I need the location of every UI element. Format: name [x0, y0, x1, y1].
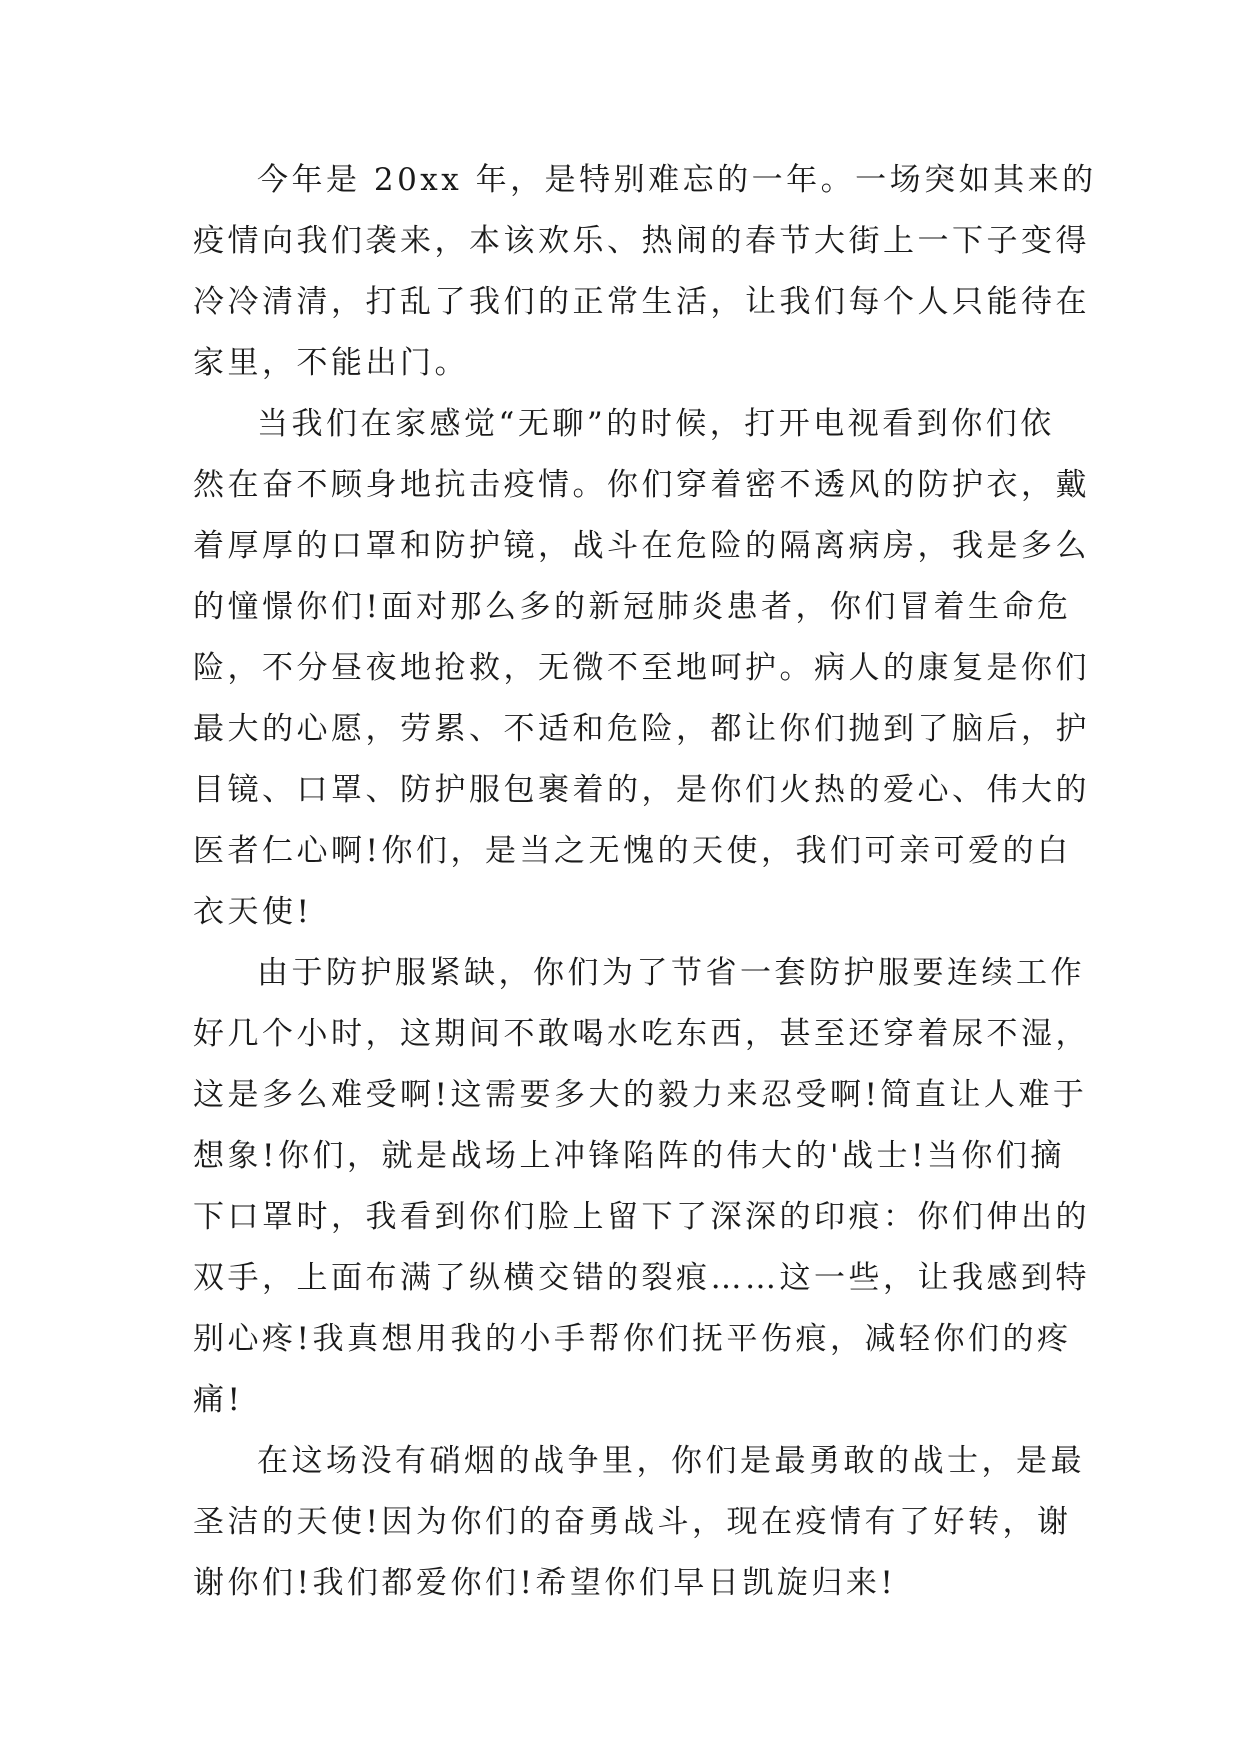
text-line: 痛!: [193, 1382, 244, 1418]
text-line: 想象!你们，就是战场上冲锋陷阵的伟大的'战士!当你们摘: [193, 1138, 1065, 1174]
text-line: 最大的心愿，劳累、不适和危险，都让你们抛到了脑后，护: [193, 711, 1090, 747]
text-line: 着厚厚的口罩和防护镜，战斗在危险的隔离病房，我是多么: [193, 528, 1090, 564]
text-line: 衣天使!: [193, 894, 313, 930]
text-line: 险，不分昼夜地抢救，无微不至地呵护。病人的康复是你们: [193, 650, 1090, 686]
text-line: 圣洁的天使!因为你们的奋勇战斗，现在疫情有了好转，谢: [193, 1504, 1072, 1540]
text-line: 今年是 20xx 年，是特别难忘的一年。一场突如其来的: [257, 162, 1097, 198]
text-line: 目镜、口罩、防护服包裹着的，是你们火热的爱心、伟大的: [193, 772, 1090, 808]
text-line: 医者仁心啊!你们，是当之无愧的天使，我们可亲可爱的白: [193, 833, 1072, 869]
text-line: 由于防护服紧缺，你们为了节省一套防护服要连续工作: [257, 955, 1085, 991]
paragraph-2: [193, 394, 1090, 943]
text-line: 这是多么难受啊!这需要多大的毅力来忍受啊!简直让人难于: [193, 1077, 1088, 1113]
text-line: 的憧憬你们!面对那么多的新冠肺炎患者，你们冒着生命危: [193, 589, 1072, 625]
text-line: 然在奋不顾身地抗击疫情。你们穿着密不透风的防护衣，戴: [193, 467, 1090, 503]
text-line: 下口罩时，我看到你们脸上留下了深深的印痕：你们伸出的: [193, 1199, 1090, 1235]
text-line: 好几个小时，这期间不敢喝水吃东西，甚至还穿着尿不湿，: [193, 1016, 1090, 1052]
document-body: [193, 150, 1097, 1614]
paragraph-4: [193, 1431, 1085, 1614]
text-line: 疫情向我们袭来，本该欢乐、热闹的春节大街上一下子变得: [193, 223, 1090, 259]
text-line: 在这场没有硝烟的战争里，你们是最勇敢的战士，是最: [257, 1443, 1085, 1479]
paragraph-1: [193, 150, 1097, 394]
text-line: 家里，不能出门。: [193, 345, 469, 381]
text-line: 当我们在家感觉“无聊”的时候，打开电视看到你们依: [257, 406, 1055, 442]
text-line: 别心疼!我真想用我的小手帮你们抚平伤痕，减轻你们的疼: [193, 1321, 1072, 1357]
text-line: 双手，上面布满了纵横交错的裂痕……这一些，让我感到特: [193, 1260, 1090, 1296]
paragraph-3: [193, 943, 1090, 1431]
text-line: 谢你们!我们都爱你们!希望你们早日凯旋归来!: [193, 1565, 897, 1601]
text-line: 冷冷清清，打乱了我们的正常生活，让我们每个人只能待在: [193, 284, 1090, 320]
